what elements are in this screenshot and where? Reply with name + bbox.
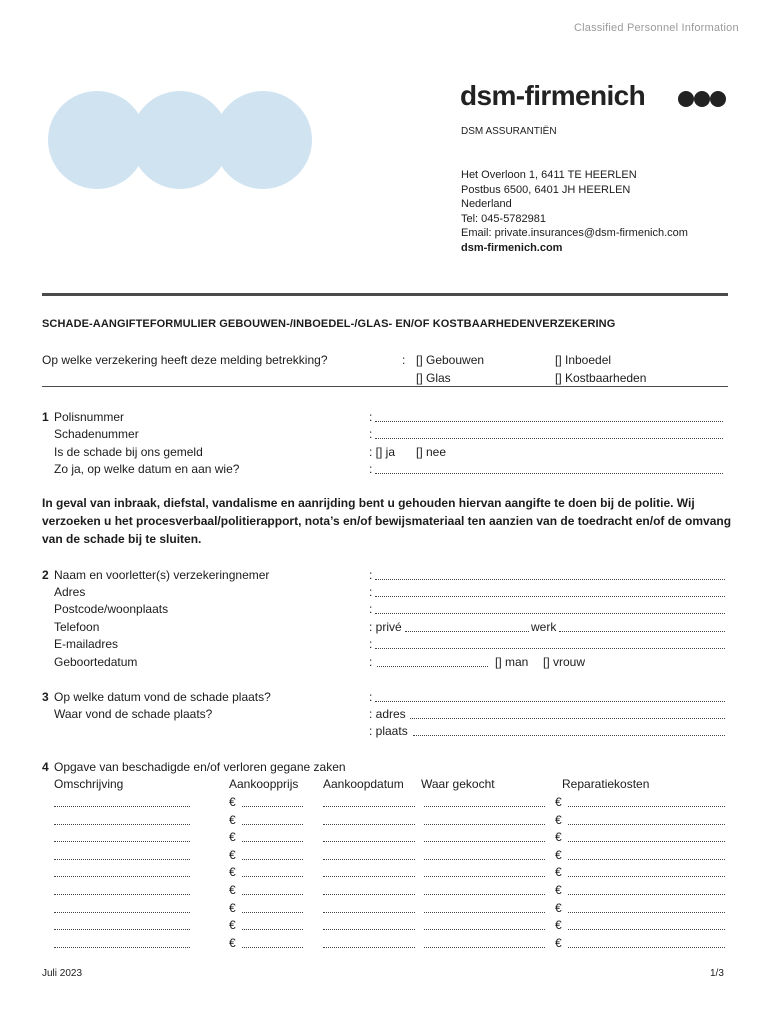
email-field[interactable] [375, 638, 725, 649]
birthdate-label: Geboortedatum [54, 655, 138, 669]
name-field[interactable] [375, 569, 725, 580]
phone-prive-label: : privé [369, 620, 402, 634]
date-field[interactable] [323, 849, 415, 860]
column-header-date: Aankoopdatum [323, 777, 404, 791]
page-number: 1/3 [710, 968, 724, 979]
colon: : [369, 637, 373, 651]
description-field[interactable] [54, 919, 190, 930]
damage-location-label: Waar vond de schade plaats? [54, 707, 213, 721]
location-address-label: : adres [369, 707, 406, 721]
email-line: Email: private.insurances@dsm-firmenich.com [461, 227, 688, 239]
address-label: Adres [54, 585, 86, 599]
repair-field[interactable] [568, 849, 725, 860]
footer-date: Juli 2023 [42, 968, 83, 979]
repair-field[interactable] [568, 814, 725, 825]
store-field[interactable] [424, 919, 545, 930]
report-date-label: Zo ja, op welke datum en aan wie? [54, 462, 240, 476]
reported-nee-checkbox[interactable]: [] nee [416, 445, 447, 459]
euro-sign: € [229, 883, 236, 897]
claim-number-field[interactable] [375, 428, 723, 439]
colon: : [369, 655, 373, 669]
divider [42, 386, 728, 387]
form-title: SCHADE-AANGIFTEFORMULIER GEBOUWEN-/INBOEDEL-/GLAS- EN/OF KOSTBAARHEDENVERZEKERING [42, 318, 616, 330]
address-line: Tel: 045-5782981 [461, 212, 547, 225]
price-field[interactable] [242, 937, 303, 948]
repair-field[interactable] [568, 919, 725, 930]
option-kostbaarheden-checkbox[interactable]: [] Kostbaarheden [555, 371, 647, 385]
date-field[interactable] [323, 884, 415, 895]
column-header-price: Aankoopprijs [229, 777, 299, 791]
price-field[interactable] [242, 814, 303, 825]
colon: : [402, 353, 406, 367]
date-field[interactable] [323, 902, 415, 913]
price-field[interactable] [242, 884, 303, 895]
insurance-question: Op welke verzekering heeft deze melding betrekking? [42, 353, 328, 367]
repair-field[interactable] [568, 866, 725, 877]
price-field[interactable] [242, 902, 303, 913]
store-field[interactable] [424, 884, 545, 895]
description-field[interactable] [54, 849, 190, 860]
column-header-repair: Reparatiekosten [562, 777, 650, 791]
name-label: Naam en voorletter(s) verzekeringnemer [54, 568, 270, 582]
repair-field[interactable] [568, 902, 725, 913]
colon: : [369, 410, 373, 424]
euro-sign: € [555, 918, 562, 933]
option-gebouwen-checkbox[interactable]: [] Gebouwen [416, 353, 485, 367]
phone-werk-label: werk [531, 620, 557, 634]
damage-date-label: Op welke datum vond de schade plaats? [54, 690, 271, 704]
price-field[interactable] [242, 831, 303, 842]
euro-sign: € [555, 812, 562, 827]
option-inboedel-checkbox[interactable]: [] Inboedel [555, 353, 612, 367]
description-field[interactable] [54, 937, 190, 948]
colon: : [369, 585, 373, 599]
police-notice: In geval van inbraak, diefstal, vandalisme en aanrijding bent u gehouden hiervan aangifte te doen bij de politie. Wij verzoeken u het procesverbaal/politierapport, nota’s en/of bewijsmateriaal ten aanzien van de toedracht en/of de omvang van de schade bij te sluiten. [42, 496, 732, 546]
reported-ja-checkbox[interactable]: : [] ja [369, 445, 396, 459]
option-glas-checkbox[interactable]: [] Glas [416, 371, 451, 385]
reported-label: Is de schade bij ons gemeld [54, 445, 203, 459]
price-field[interactable] [242, 919, 303, 930]
date-field[interactable] [323, 937, 415, 948]
euro-sign: € [555, 847, 562, 862]
company-logo-text: dsm-firmenich [460, 80, 646, 111]
claim-number-label: Schadenummer [54, 427, 139, 441]
description-field[interactable] [54, 831, 190, 842]
gender-vrouw-checkbox[interactable]: [] vrouw [543, 655, 586, 669]
date-field[interactable] [323, 866, 415, 877]
euro-sign: € [229, 847, 236, 862]
classification-label: Classified Personnel Information [574, 22, 739, 34]
euro-sign: € [555, 900, 562, 915]
date-field[interactable] [323, 831, 415, 842]
policy-number-field[interactable] [375, 411, 723, 422]
phone-label: Telefoon [54, 620, 100, 634]
company-name: DSM ASSURANTIËN [461, 126, 557, 137]
euro-sign: € [229, 812, 236, 827]
colon: : [369, 568, 373, 582]
address-line: Nederland [461, 198, 512, 210]
location-city-field[interactable] [413, 725, 725, 736]
section-number: 1 [42, 410, 49, 424]
euro-sign: € [555, 883, 562, 897]
description-field[interactable] [54, 866, 190, 877]
birthdate-field[interactable] [377, 656, 488, 667]
postcode-label: Postcode/woonplaats [54, 602, 169, 616]
repair-field[interactable] [568, 796, 725, 807]
store-field[interactable] [424, 796, 545, 807]
address-line: Het Overloon 1, 6411 TE HEERLEN [461, 169, 637, 181]
euro-sign: € [229, 900, 236, 915]
store-field[interactable] [424, 937, 545, 948]
colon: : [369, 427, 373, 441]
address-block [461, 168, 688, 255]
section-number: 3 [42, 690, 49, 704]
store-field[interactable] [424, 866, 545, 877]
damage-date-field[interactable] [375, 691, 725, 702]
logo-dots-icon [678, 91, 726, 107]
section-number: 2 [42, 568, 49, 582]
repair-field[interactable] [568, 831, 725, 842]
date-field[interactable] [323, 796, 415, 807]
euro-sign: € [229, 830, 236, 845]
description-field[interactable] [54, 902, 190, 913]
phone-werk-field[interactable] [559, 621, 725, 632]
postcode-field[interactable] [375, 603, 725, 614]
email-label: E-mailadres [54, 637, 119, 651]
description-field[interactable] [54, 884, 190, 895]
colon: : [369, 602, 373, 616]
euro-sign: € [229, 865, 236, 880]
column-header-description: Omschrijving [54, 777, 124, 791]
description-field[interactable] [54, 814, 190, 825]
euro-sign: € [555, 830, 562, 845]
price-field[interactable] [242, 849, 303, 860]
gender-man-checkbox[interactable]: [] man [495, 655, 529, 669]
section-number: 4 [42, 760, 49, 774]
store-field[interactable] [424, 831, 545, 842]
report-date-field[interactable] [375, 463, 723, 474]
description-field[interactable] [54, 796, 190, 807]
store-field[interactable] [424, 849, 545, 860]
divider [42, 293, 728, 296]
euro-sign: € [229, 935, 236, 950]
price-field[interactable] [242, 866, 303, 877]
euro-sign: € [555, 795, 562, 809]
colon: : [369, 462, 373, 476]
decorative-circle [214, 91, 312, 189]
price-field[interactable] [242, 796, 303, 807]
address-field[interactable] [375, 586, 725, 597]
items-title: Opgave van beschadigde en/of verloren gegane zaken [54, 760, 346, 774]
store-field[interactable] [424, 902, 545, 913]
column-header-store: Waar gekocht [421, 777, 495, 791]
colon: : [369, 690, 373, 704]
euro-sign: € [229, 795, 236, 809]
policy-number-label: Polisnummer [54, 410, 125, 424]
repair-field[interactable] [568, 884, 725, 895]
euro-sign: € [229, 918, 236, 933]
store-field[interactable] [424, 814, 545, 825]
euro-sign: € [555, 865, 562, 880]
website-link[interactable]: dsm-firmenich.com [461, 241, 563, 254]
date-field[interactable] [323, 814, 415, 825]
euro-sign: € [555, 935, 562, 950]
address-line: Postbus 6500, 6401 JH HEERLEN [461, 183, 631, 196]
location-address-field[interactable] [410, 708, 725, 719]
phone-prive-field[interactable] [405, 621, 529, 632]
date-field[interactable] [323, 919, 415, 930]
repair-field[interactable] [568, 937, 725, 948]
location-city-label: : plaats [369, 724, 408, 738]
